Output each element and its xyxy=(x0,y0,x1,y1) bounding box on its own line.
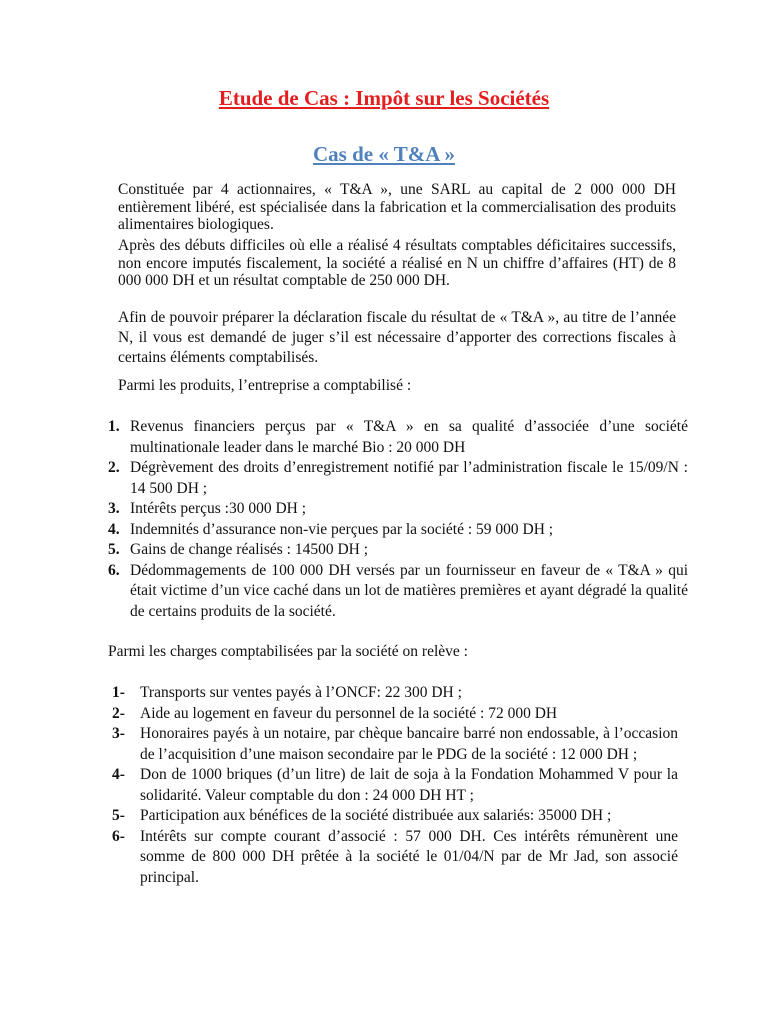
task-paragraph: Afin de pouvoir préparer la déclaration fiscale du résultat de « T&A », au titre de l’année N, il vous est demandé de juger s’il est nécessaire d’apporter des corrections fiscales à certains éléments comptabilisés. xyxy=(118,309,676,366)
item-text: Don de 1000 briques (d’un litre) de lait de soja à la Fondation Mohammed V pour la solidarité. Valeur comptable du don : 24 000 DH HT ; xyxy=(140,766,678,804)
item-number: 4. xyxy=(108,520,120,538)
item-text: Transports sur ventes payés à l’ONCF: 22 300 DH ; xyxy=(140,684,462,701)
item-number: 3- xyxy=(112,725,125,742)
charges-intro: Parmi les charges comptabilisées par la société on relève : xyxy=(108,643,468,660)
item-text: Indemnités d’assurance non-vie perçues par la société : 59 000 DH ; xyxy=(130,520,554,538)
document-title: Etude de Cas : Impôt sur les Sociétés xyxy=(218,86,550,110)
item-text: Participation aux bénéfices de la société distribuée aux salariés: 35000 DH ; xyxy=(140,807,612,824)
list-item xyxy=(108,458,688,499)
list-item xyxy=(108,540,688,561)
list-item xyxy=(112,827,678,889)
produits-list xyxy=(108,417,688,622)
item-number: 6- xyxy=(112,827,125,845)
item-number: 3. xyxy=(108,500,120,517)
results-paragraph: Après des débuts difficiles où elle a réalisé 4 résultats comptables déficitaires successifs, non encore imputés fiscalement, la société a réalisé en N un chiffre d’affaires (HT) de 8 000 000 DH et un résultat comptable de 250 000 DH. xyxy=(118,237,676,289)
intro-paragraph: Constituée par 4 actionnaires, « T&A », une SARL au capital de 2 000 000 DH entièrement libéré, est spécialisée dans la fabrication et la commercialisation des produits alimentaires biologiques. xyxy=(118,181,676,233)
item-number: 5. xyxy=(108,541,120,558)
item-text: Dédommagements de 100 000 DH versés par un fournisseur en faveur de « T&A » qui était victime d’un vice caché dans un lot de matières premières et ayant dégradé la qualité de certains produits de la société. xyxy=(130,561,688,620)
item-number: 2- xyxy=(112,704,125,722)
list-item xyxy=(112,683,678,704)
item-text: Aide au logement en faveur du personnel de la société : 72 000 DH xyxy=(140,704,558,722)
produits-intro: Parmi les produits, l’entreprise a comptabilisé : xyxy=(118,377,412,394)
item-number: 1- xyxy=(112,684,125,701)
item-number: 5- xyxy=(112,807,125,824)
item-text: Gains de change réalisés : 14500 DH ; xyxy=(130,541,369,558)
item-number: 6. xyxy=(108,561,120,579)
case-subtitle: Cas de « T&A » xyxy=(313,142,455,166)
list-item xyxy=(108,417,688,458)
list-item xyxy=(108,561,688,623)
list-item xyxy=(108,520,688,541)
item-text: Intérêts sur compte courant d’associé : 57 000 DH. Ces intérêts rémunèrent une somme de 800 000 DH prêtée à la société le 01/04/N par de Mr Jad, son associé principal. xyxy=(140,827,678,886)
list-item xyxy=(112,765,678,806)
list-item xyxy=(112,704,678,725)
item-number: 1. xyxy=(108,418,120,435)
list-item xyxy=(112,806,678,827)
item-number: 4- xyxy=(112,766,125,783)
list-item xyxy=(112,724,678,765)
list-item xyxy=(108,499,688,520)
item-number: 2. xyxy=(108,459,120,476)
item-text: Honoraires payés à un notaire, par chèque bancaire barré non endossable, à l’occasion de l’acquisition d’une maison secondaire par le PDG de la société : 12 000 DH ; xyxy=(140,725,678,763)
item-text: Revenus financiers perçus par « T&A » en sa qualité d’associée d’une société multinationale leader dans le marché Bio : 20 000 DH xyxy=(130,418,688,456)
charges-list xyxy=(112,683,678,888)
item-text: Dégrèvement des droits d’enregistrement notifié par l’administration fiscale le 15/09/N : 14 500 DH ; xyxy=(130,459,688,497)
item-text: Intérêts perçus :30 000 DH ; xyxy=(130,500,307,517)
